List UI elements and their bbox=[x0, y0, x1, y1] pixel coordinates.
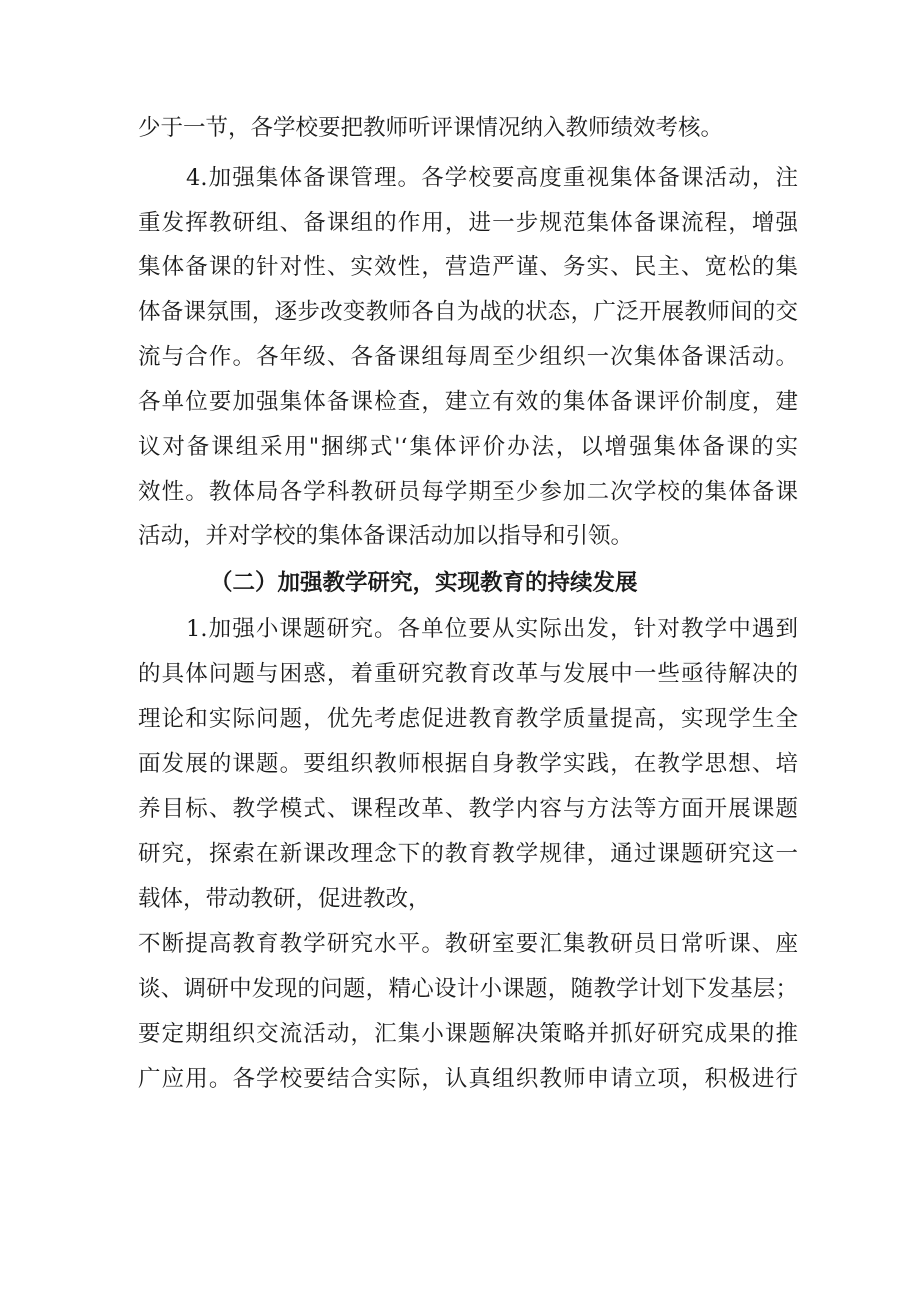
paragraph-line: 重发挥教研组、备课组的作用，进一步规范集体备课流程，增强 bbox=[138, 210, 798, 236]
paragraph-line: 活动，并对学校的集体备课活动加以指导和引领。 bbox=[138, 523, 634, 549]
paragraph-line: 广应用。各学校要结合实际，认真组织教师申请立项，积极进行 bbox=[138, 1066, 798, 1092]
section-heading: （二）加强教学研究，实现教育的持续发展 bbox=[210, 570, 638, 596]
paragraph-line: 流与合作。各年级、各备课组每周至少组织一次集体备课活动。 bbox=[138, 344, 798, 370]
paragraph-line: 效性。教体局各学科教研员每学期至少参加二次学校的集体备课 bbox=[138, 479, 798, 505]
paragraph-line: 理论和实际问题，优先考虑促进教育教学质量提高，实现学生全 bbox=[138, 706, 798, 732]
paragraph-line: 养目标、教学模式、课程改革、教学内容与方法等方面开展课题 bbox=[138, 796, 798, 822]
paragraph-line: 议对备课组采用"捆绑式'‘集体评价办法，以增强集体备课的实 bbox=[138, 434, 798, 460]
paragraph-line: 集体备课的针对性、实效性，营造严谨、务实、民主、宽松的集 bbox=[138, 254, 798, 280]
paragraph-line: 载体，带动教研，促进教改， bbox=[138, 886, 431, 912]
paragraph-line: 研究，探索在新课改理念下的教育教学规律，通过课题研究这一 bbox=[138, 841, 798, 867]
paragraph-line: 1.加强小课题研究。各单位要从实际出发，针对教学中遇到 bbox=[186, 616, 798, 642]
paragraph-line: 的具体问题与困惑，着重研究教育改革与发展中一些亟待解决的 bbox=[138, 661, 798, 687]
paragraph-line: 要定期组织交流活动，汇集小课题解决策略并抓好研究成果的推 bbox=[138, 1021, 798, 1047]
paragraph-line: 面发展的课题。要组织教师根据自身教学实践，在教学思想、培 bbox=[138, 751, 798, 777]
paragraph-line: 不断提高教育教学研究水平。教研室要汇集教研员日常听课、座 bbox=[138, 931, 798, 957]
paragraph-line: 少于一节，各学校要把教师听评课情况纳入教师绩效考核。 bbox=[138, 115, 724, 141]
paragraph-line: 各单位要加强集体备课检查，建立有效的集体备课评价制度，建 bbox=[138, 389, 798, 415]
paragraph-line: 体备课氛围，逐步改变教师各自为战的状态，广泛开展教师间的交 bbox=[138, 299, 798, 325]
paragraph-line: 4.加强集体备课管理。各学校要高度重视集体备课活动，注 bbox=[186, 165, 798, 191]
paragraph-line: 谈、调研中发现的问题，精心设计小课题，随教学计划下发基层； bbox=[138, 976, 798, 1002]
